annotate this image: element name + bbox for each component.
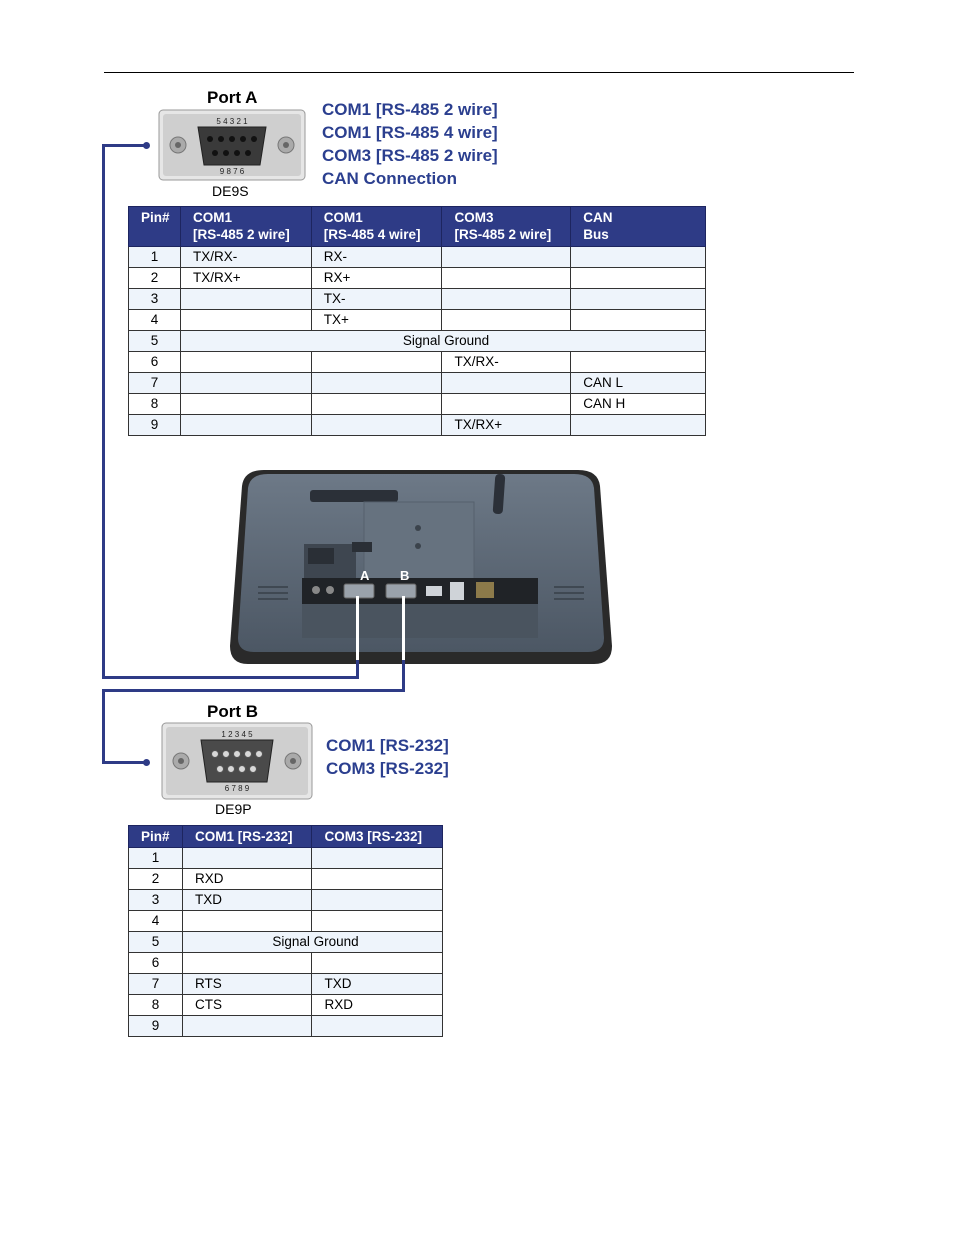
port-a-title: Port A — [207, 88, 258, 107]
table-row: 7 RTS TXD — [129, 974, 443, 995]
table-row: 5 Signal Ground — [129, 932, 443, 953]
port-a-mode: COM1 [RS-485 4 wire] — [322, 123, 498, 142]
port-a-mode-list — [322, 98, 498, 190]
port-a-top-pin-numbers: 5 4 3 2 1 — [216, 117, 248, 126]
de9p-connector-icon — [161, 722, 313, 800]
header-com1-4wire: COM1 [RS-485 4 wire] — [311, 207, 442, 247]
port-a-connector-line — [102, 144, 146, 147]
port-b-connector-label: DE9P — [215, 801, 252, 817]
table-row: 3 TX- — [129, 289, 706, 310]
header-pin: Pin# — [129, 826, 183, 848]
table-row: 6 TX/RX- — [129, 352, 706, 373]
table-row: 2 TX/RX+ RX+ — [129, 268, 706, 289]
table-row: 4 TX+ — [129, 310, 706, 331]
port-a-mode: COM3 [RS-485 2 wire] — [322, 146, 498, 165]
port-b-connector-line — [102, 689, 405, 692]
port-b-line-endpoint — [143, 759, 150, 766]
table-row: 4 — [129, 911, 443, 932]
port-a-mode: COM1 [RS-485 2 wire] — [322, 100, 498, 119]
header-can-bus: CAN Bus — [571, 207, 706, 247]
table-row: 9 TX/RX+ — [129, 415, 706, 436]
port-a-connector-line — [102, 144, 105, 679]
table-row: 1 — [129, 848, 443, 869]
device-port-a-label: A — [360, 568, 370, 583]
table-row: 2 RXD — [129, 869, 443, 890]
table-row: 1 TX/RX- RX- — [129, 247, 706, 268]
table-row: 8 CAN H — [129, 394, 706, 415]
port-b-pin-table — [128, 825, 443, 1037]
port-b-connector-line — [402, 660, 405, 692]
device-port-b-label: B — [400, 568, 410, 583]
table-row: 8 CTS RXD — [129, 995, 443, 1016]
port-b-mode-list — [326, 734, 449, 780]
header-com1-rs232: COM1 [RS-232] — [182, 826, 312, 848]
header-com3-2wire: COM3 [RS-485 2 wire] — [442, 207, 571, 247]
port-a-bottom-pin-numbers: 9 8 7 6 — [219, 167, 245, 176]
table-row: 7 CAN L — [129, 373, 706, 394]
header-com3-rs232: COM3 [RS-232] — [312, 826, 443, 848]
table-row: 9 — [129, 1016, 443, 1037]
port-b-title: Port B — [207, 702, 258, 721]
port-a-line-endpoint — [143, 142, 150, 149]
device-rear-view-icon — [228, 466, 614, 668]
table-row: 3 TXD — [129, 890, 443, 911]
port-a-pin-table — [128, 206, 706, 436]
port-a-connector-line — [102, 676, 359, 679]
table-row: 5 Signal Ground — [129, 331, 706, 352]
header-com1-2wire: COM1 [RS-485 2 wire] — [180, 207, 311, 247]
de9s-connector-icon — [158, 109, 306, 181]
table-row: 6 — [129, 953, 443, 974]
port-b-mode: COM1 [RS-232] — [326, 736, 449, 755]
port-b-mode: COM3 [RS-232] — [326, 759, 449, 778]
port-b-connector-line — [102, 761, 146, 764]
header-pin: Pin# — [129, 207, 181, 247]
port-a-connector-line — [356, 660, 359, 679]
port-b-bottom-pin-numbers: 6 7 8 9 — [224, 784, 250, 793]
top-rule — [104, 72, 854, 73]
port-a-connector-label: DE9S — [212, 183, 249, 199]
port-a-mode: CAN Connection — [322, 169, 458, 188]
port-b-top-pin-numbers: 1 2 3 4 5 — [221, 730, 253, 739]
port-b-connector-line — [102, 689, 105, 764]
